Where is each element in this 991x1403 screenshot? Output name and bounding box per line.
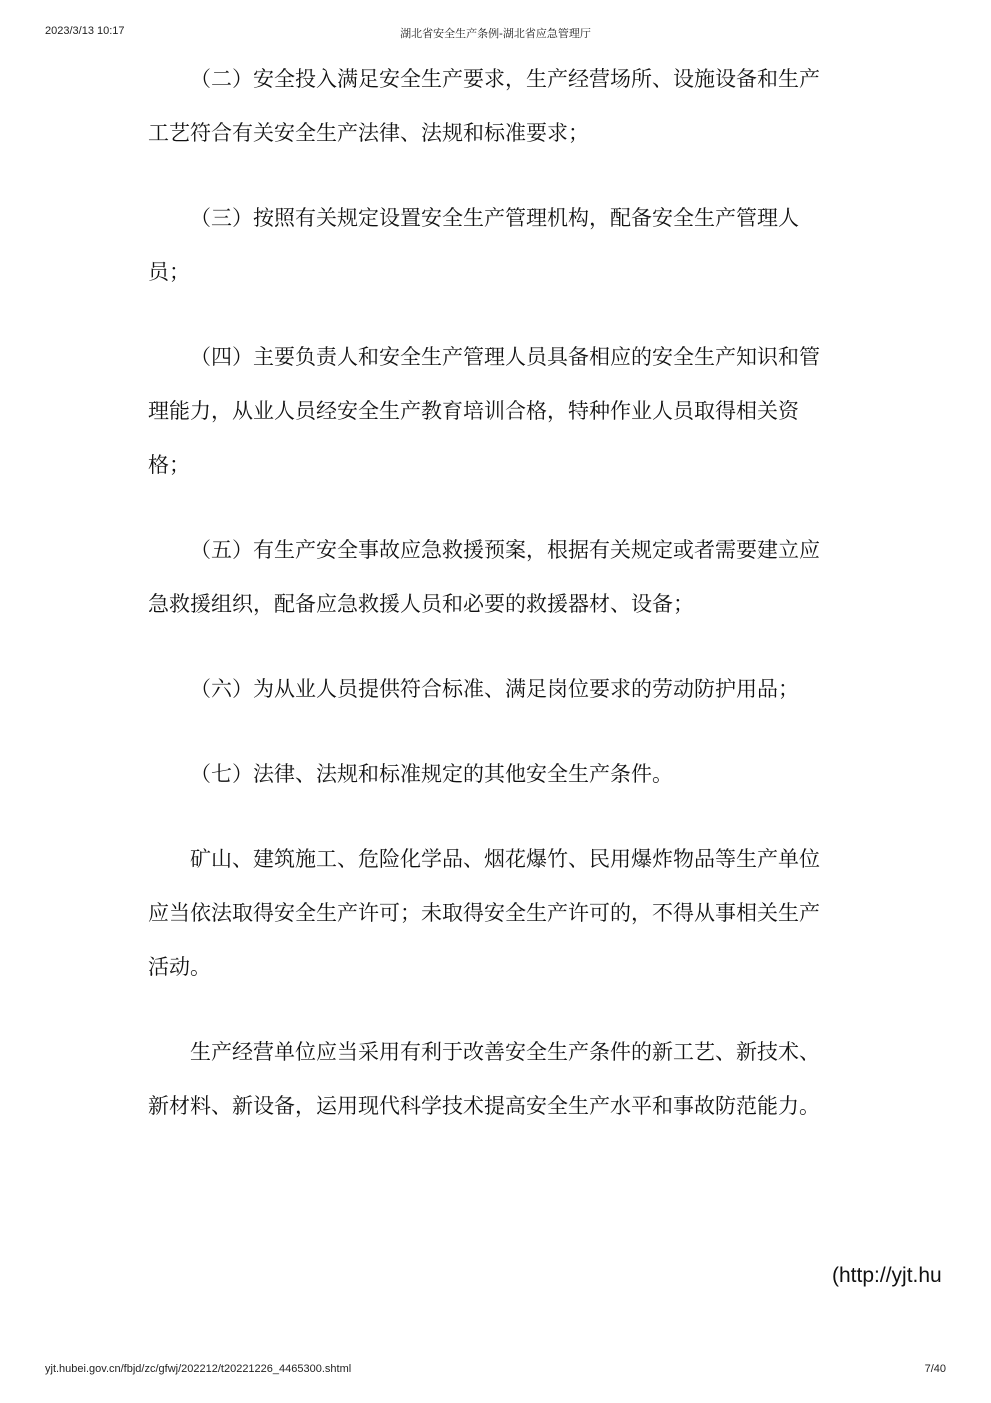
print-datetime: 2023/3/13 10:17 (45, 25, 125, 37)
page-number: 7/40 (924, 1363, 946, 1375)
source-link-fragment[interactable]: (http://yjt.hu (832, 1264, 942, 1287)
footer-url: yjt.hubei.gov.cn/fbjd/zc/gfwj/202212/t20221226_4465300.shtml (45, 1363, 352, 1375)
clause-item-2: （二）安全投入满足安全生产要求，生产经营场所、设施设备和生产工艺符合有关安全生产法律、法规和标准要求； (148, 67, 820, 145)
clause-item-4: （四）主要负责人和安全生产管理人员具备相应的安全生产知识和管理能力，从业人员经安全生产教育培训合格，特种作业人员取得相关资格； (148, 345, 820, 477)
page-title: 湖北省安全生产条例-湖北省应急管理厅 (400, 28, 591, 40)
clause-item-6: （六）为从业人员提供符合标准、满足岗位要求的劳动防护用品； (190, 677, 799, 701)
technology-paragraph: 生产经营单位应当采用有利于改善安全生产条件的新工艺、新技术、新材料、新设备，运用现代科学技术提高安全生产水平和事故防范能力。 (148, 1040, 820, 1118)
clause-item-5: （五）有生产安全事故应急救援预案，根据有关规定或者需要建立应急救援组织，配备应急救援人员和必要的救援器材、设备； (148, 538, 820, 616)
licensing-paragraph: 矿山、建筑施工、危险化学品、烟花爆竹、民用爆炸物品等生产单位应当依法取得安全生产许可；未取得安全生产许可的，不得从事相关生产活动。 (148, 847, 820, 979)
document-body (148, 52, 824, 1133)
clause-item-7: （七）法律、法规和标准规定的其他安全生产条件。 (190, 762, 673, 786)
clause-item-3: （三）按照有关规定设置安全生产管理机构，配备安全生产管理人员； (148, 206, 799, 284)
